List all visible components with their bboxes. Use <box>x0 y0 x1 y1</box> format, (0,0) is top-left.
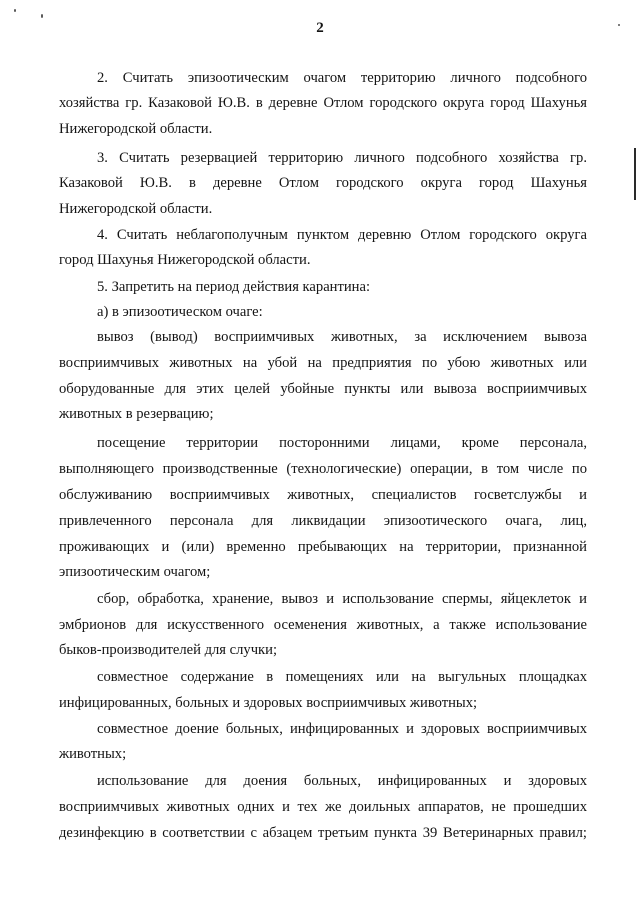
item-5-p2-line-2: выполняющего производственные (технологические) операции, в том числе по <box>59 461 587 477</box>
scan-speck <box>14 9 16 12</box>
item-5-p5-line-2: животных; <box>59 746 127 762</box>
scan-speck <box>41 14 43 18</box>
item-4-line-2: город Шахунья Нижегородской области. <box>59 252 311 268</box>
item-5-sub-a: а) в эпизоотическом очаге: <box>97 304 263 320</box>
item-5-p2-line-4: привлеченного персонала для ликвидации эпизоотического очага, лиц, <box>59 513 587 529</box>
item-5-p1-line-4: животных в резервацию; <box>59 406 214 422</box>
item-5-p5-line-1: совместное доение больных, инфицированных и здоровых восприимчивых <box>97 721 587 737</box>
item-5-p2-line-6: эпизоотическим очагом; <box>59 564 211 580</box>
item-5-p2-line-5: проживающих и (или) временно пребывающих на территории, признанной <box>59 539 587 555</box>
item-3-line-2: Казаковой Ю.В. в деревне Отлом городского округа город Шахунья <box>59 175 587 191</box>
item-5-p3-line-3: быков-производителей для случки; <box>59 642 278 658</box>
item-2-line-1: 2. Считать эпизоотическим очагом территорию личного подсобного <box>97 70 587 86</box>
scan-edge-mark <box>634 148 636 200</box>
item-5-p4-line-2: инфицированных, больных и здоровых восприимчивых животных; <box>59 695 478 711</box>
item-5-p1-line-2: восприимчивых животных на убой на предприятия по убою животных или <box>59 355 587 371</box>
item-5-p6-line-3: дезинфекцию в соответствии с абзацем третьим пункта 39 Ветеринарных правил; <box>59 825 587 841</box>
item-5-p2-line-1: посещение территории посторонними лицами, кроме персонала, <box>97 435 587 451</box>
item-3-line-3: Нижегородской области. <box>59 201 213 217</box>
item-5-p6-line-1: использование для доения больных, инфицированных и здоровых <box>97 773 587 789</box>
item-5-heading: 5. Запретить на период действия карантина: <box>97 279 371 295</box>
item-3-line-1: 3. Считать резервацией территорию личного подсобного хозяйства гр. <box>97 150 587 166</box>
item-5-p1-line-1: вывоз (вывод) восприимчивых животных, за исключением вывоза <box>97 329 587 345</box>
page-number: 2 <box>316 20 324 36</box>
item-5-p1-line-3: оборудованные для этих целей убойные пункты или вывоза восприимчивых <box>59 381 587 397</box>
item-5-p3-line-2: эмбрионов для искусственного осеменения животных, а также использование <box>59 617 587 633</box>
item-4-line-1: 4. Считать неблагополучным пунктом деревню Отлом городского округа <box>97 227 587 243</box>
item-5-p4-line-1: совместное содержание в помещениях или на выгульных площадках <box>97 669 587 685</box>
item-5-p6-line-2: восприимчивых животных одних и тех же доильных аппаратов, не прошедших <box>59 799 587 815</box>
item-5-p2-line-3: обслуживанию восприимчивых животных, специалистов госветслужбы и <box>59 487 587 503</box>
item-2-line-2: хозяйства гр. Казаковой Ю.В. в деревне Отлом городского округа город Шахунья <box>59 95 587 111</box>
item-5-p3-line-1: сбор, обработка, хранение, вывоз и использование спермы, яйцеклеток и <box>97 591 587 607</box>
item-2-line-3: Нижегородской области. <box>59 121 213 137</box>
